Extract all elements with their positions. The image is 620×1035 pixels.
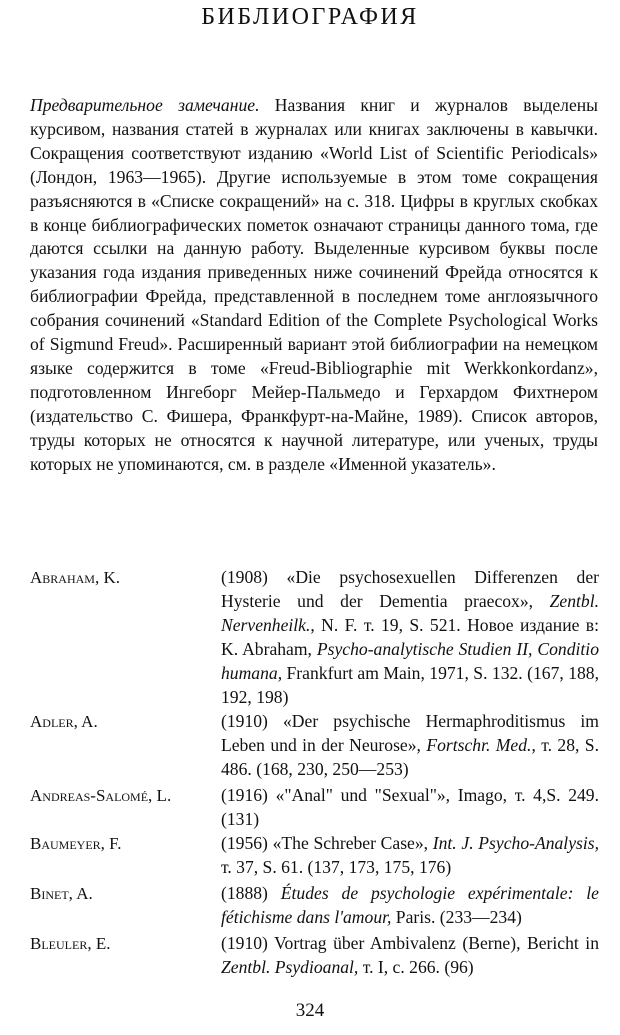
entry-author: Binet, A. [30,884,93,903]
entry-ref-text: (1908) «Die psychosexuellen Differenzen der Hysterie und der Dementia praecox», [221,567,599,611]
entry-ref-text: , т. 28, S. 486. (168, 230, 250—253) [221,734,599,779]
page-title: БИБЛИОГРАФИЯ [201,4,419,30]
entry-reference [221,566,599,709]
preliminary-note-text: Названия книг и журналов выделены курсивом, названия статей в журналах или книгах заключены в кавычки. Сокращения соответствуют изданию «World List of Scientific Periodicals» (Лондон, 1963—1965). Другие используемые в этом томе сокращения разъясняются в «Списке сокращений» на с. 318. Цифры в круглых скобках в конце библиографических пометок означают страницы данного тома, где даются ссылки на данную работу. Выделенные курсивом буквы после указания года издания приведенных ниже сочинений Фрейда относятся к библиографии Фрейда, представленной в последнем томе англоязычного собрания сочинений «Standard Edition of the Complete Psychological Works of Sigmund Freud». Расширенный вариант этой библиографии на немецком языке содержится в томе «Freud-Bibliographie mit Werkkonkordanz», подготовленном Ингеборг Мейер-Пальмедо и Герхардом Фихтнером (издательство С. Фишера, Франкфурт-на-Майне, 1989). Список авторов, труды которых не относятся к научной литературе, или ученых, труды которых не упоминаются, см. в разделе «Именной указатель». [30,95,598,474]
entry-ref-text: (1910) Vortrag über Ambivalenz (Berne), Bericht in [221,933,599,953]
entry-ref-italic: Psycho-analytische Studien II, Conditio humana, [221,638,599,683]
entry-reference [221,882,599,930]
bibliography-entry [30,932,599,980]
preliminary-note-lead: Предварительное замечание. [30,95,260,115]
entry-reference [221,784,599,832]
entry-reference [221,832,599,880]
entry-ref-text: т. I, с. 266. (96) [358,956,474,977]
page-number: 324 [295,1000,325,1021]
entry-reference [221,932,599,980]
entry-ref-italic: Études de psychologie expérimentale: le fétichisme dans l'amour, [221,883,599,927]
entry-ref-italic: Fortschr. Med. [426,734,532,755]
entry-author: Abraham, K. [30,568,120,587]
entry-ref-text: (1888) [221,883,281,903]
bibliography-entry [30,882,599,930]
entry-ref-text: т. 37, S. 61. (137, 173, 175, 176) [221,856,452,877]
bibliography-entry [30,784,599,832]
entry-author: Baumeyer, F. [30,834,122,853]
entry-ref-text: Paris. (233—234) [391,906,522,927]
entry-ref-text: (1956) «The Schreber Case», [221,833,433,853]
bibliography-entry [30,710,599,782]
entry-reference [221,710,599,782]
entry-ref-text: (1910) «Der psychische Hermaphroditismus im Leben und in der Neurose», [221,711,599,755]
entry-author: Bleuler, E. [30,934,111,953]
entry-ref-text: , N. F. т. 19, S. 521. Новое издание в: K. Abraham, [221,614,599,659]
bibliography-entry [30,832,599,880]
preliminary-note [30,94,598,477]
entry-author: Adler, A. [30,712,98,731]
entry-ref-text: Frankfurt am Main, 1971, S. 132. (167, 188, 192, 198) [221,662,599,707]
entry-ref-text: (1916) «"Anal" und "Sexual"», Imago, т. 4,S. 249. (131) [221,785,599,829]
bibliography-entry [30,566,599,709]
entry-ref-italic: Int. J. Psycho-Analysis, [432,833,599,853]
entry-ref-italic: Zentbl. Psydioanal, [221,956,359,977]
entry-ref-italic: Zentbl. Nervenheilk. [221,590,599,635]
entry-author: Andreas-Salomé, L. [30,786,172,805]
